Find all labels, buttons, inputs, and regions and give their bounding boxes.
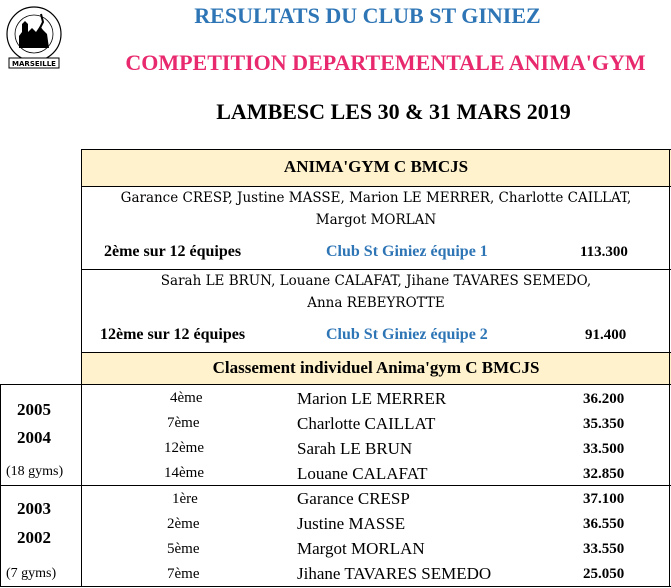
g2-row2-score: 36.550 [583,516,625,532]
g1-row3-place: 12ème [164,440,204,456]
group1-year2: 2004 [17,428,51,447]
table-border [0,384,81,385]
group2-year2: 2002 [17,528,51,547]
group2-count: (7 gyms) [6,566,57,581]
table-border [81,352,671,353]
team1-names-line2: Margot MORLAN [315,212,437,228]
team2-club: Club St Giniez équipe 2 [326,326,488,343]
g1-row2-name: Charlotte CAILLAT [297,414,436,433]
table-border [669,149,670,587]
table-border [81,269,671,270]
team1-names-line1: Garance CRESP, Justine MASSE, Marion LE MERRER, Charlotte CAILLAT, [120,190,632,206]
team1-rank: 2ème sur 12 équipes [104,243,242,260]
g2-row3-name: Margot MORLAN [297,539,425,558]
g1-row1-place: 4ème [170,390,203,406]
g2-row4-name: Jihane TAVARES SEMEDO [297,564,492,583]
g2-row1-score: 37.100 [583,491,625,507]
logo-city: MARSEILLE [12,60,56,68]
g2-row1-name: Garance CRESP [297,489,410,508]
team2-names-line1: Sarah LE BRUN, Louane CALAFAT, Jihane TAVARES SEMEDO, [160,273,592,289]
g2-row3-score: 33.550 [583,541,625,557]
table-border [81,149,671,150]
table-border [0,485,671,486]
g2-row2-place: 2ème [167,516,200,532]
table-border [81,149,82,587]
table-border [81,186,671,187]
group1-year1: 2005 [17,400,51,419]
g1-row3-name: Sarah LE BRUN [297,439,413,458]
g1-row1-score: 36.200 [583,391,625,407]
g2-row1-place: 1ère [172,491,198,507]
individual-section-title: Classement individuel Anima'gym C BMCJS [212,358,540,377]
page-title: RESULTATS DU CLUB ST GINIEZ [194,3,541,28]
team2-rank: 12ème sur 12 équipes [100,326,246,343]
location-date: LAMBESC LES 30 & 31 MARS 2019 [216,99,571,124]
g1-row2-score: 35.350 [583,416,625,432]
team2-score: 91.400 [585,327,627,343]
g1-row4-name: Louane CALAFAT [297,464,428,483]
g2-row4-place: 7ème [167,566,200,582]
team-section-title: ANIMA'GYM C BMCJS [283,157,469,176]
g1-row3-score: 33.500 [583,441,625,457]
table-border [0,384,1,587]
group1-count: (18 gyms) [6,464,64,479]
group2-year1: 2003 [17,499,51,518]
g1-row4-place: 14ème [164,465,204,481]
g1-row2-place: 7ème [167,415,200,431]
g1-row4-score: 32.850 [583,466,625,482]
team1-score: 113.300 [580,244,628,260]
competition-title: COMPETITION DEPARTEMENTALE ANIMA'GYM [125,50,646,75]
g2-row3-place: 5ème [167,541,200,557]
table-border [0,586,671,587]
team2-names-line2: Anna REBEYROTTE [307,295,445,311]
g2-row4-score: 25.050 [583,566,625,582]
team1-club: Club St Giniez équipe 1 [326,243,488,260]
g2-row2-name: Justine MASSE [297,514,406,533]
g1-row1-name: Marion LE MERRER [297,389,447,408]
table-border [81,384,671,385]
